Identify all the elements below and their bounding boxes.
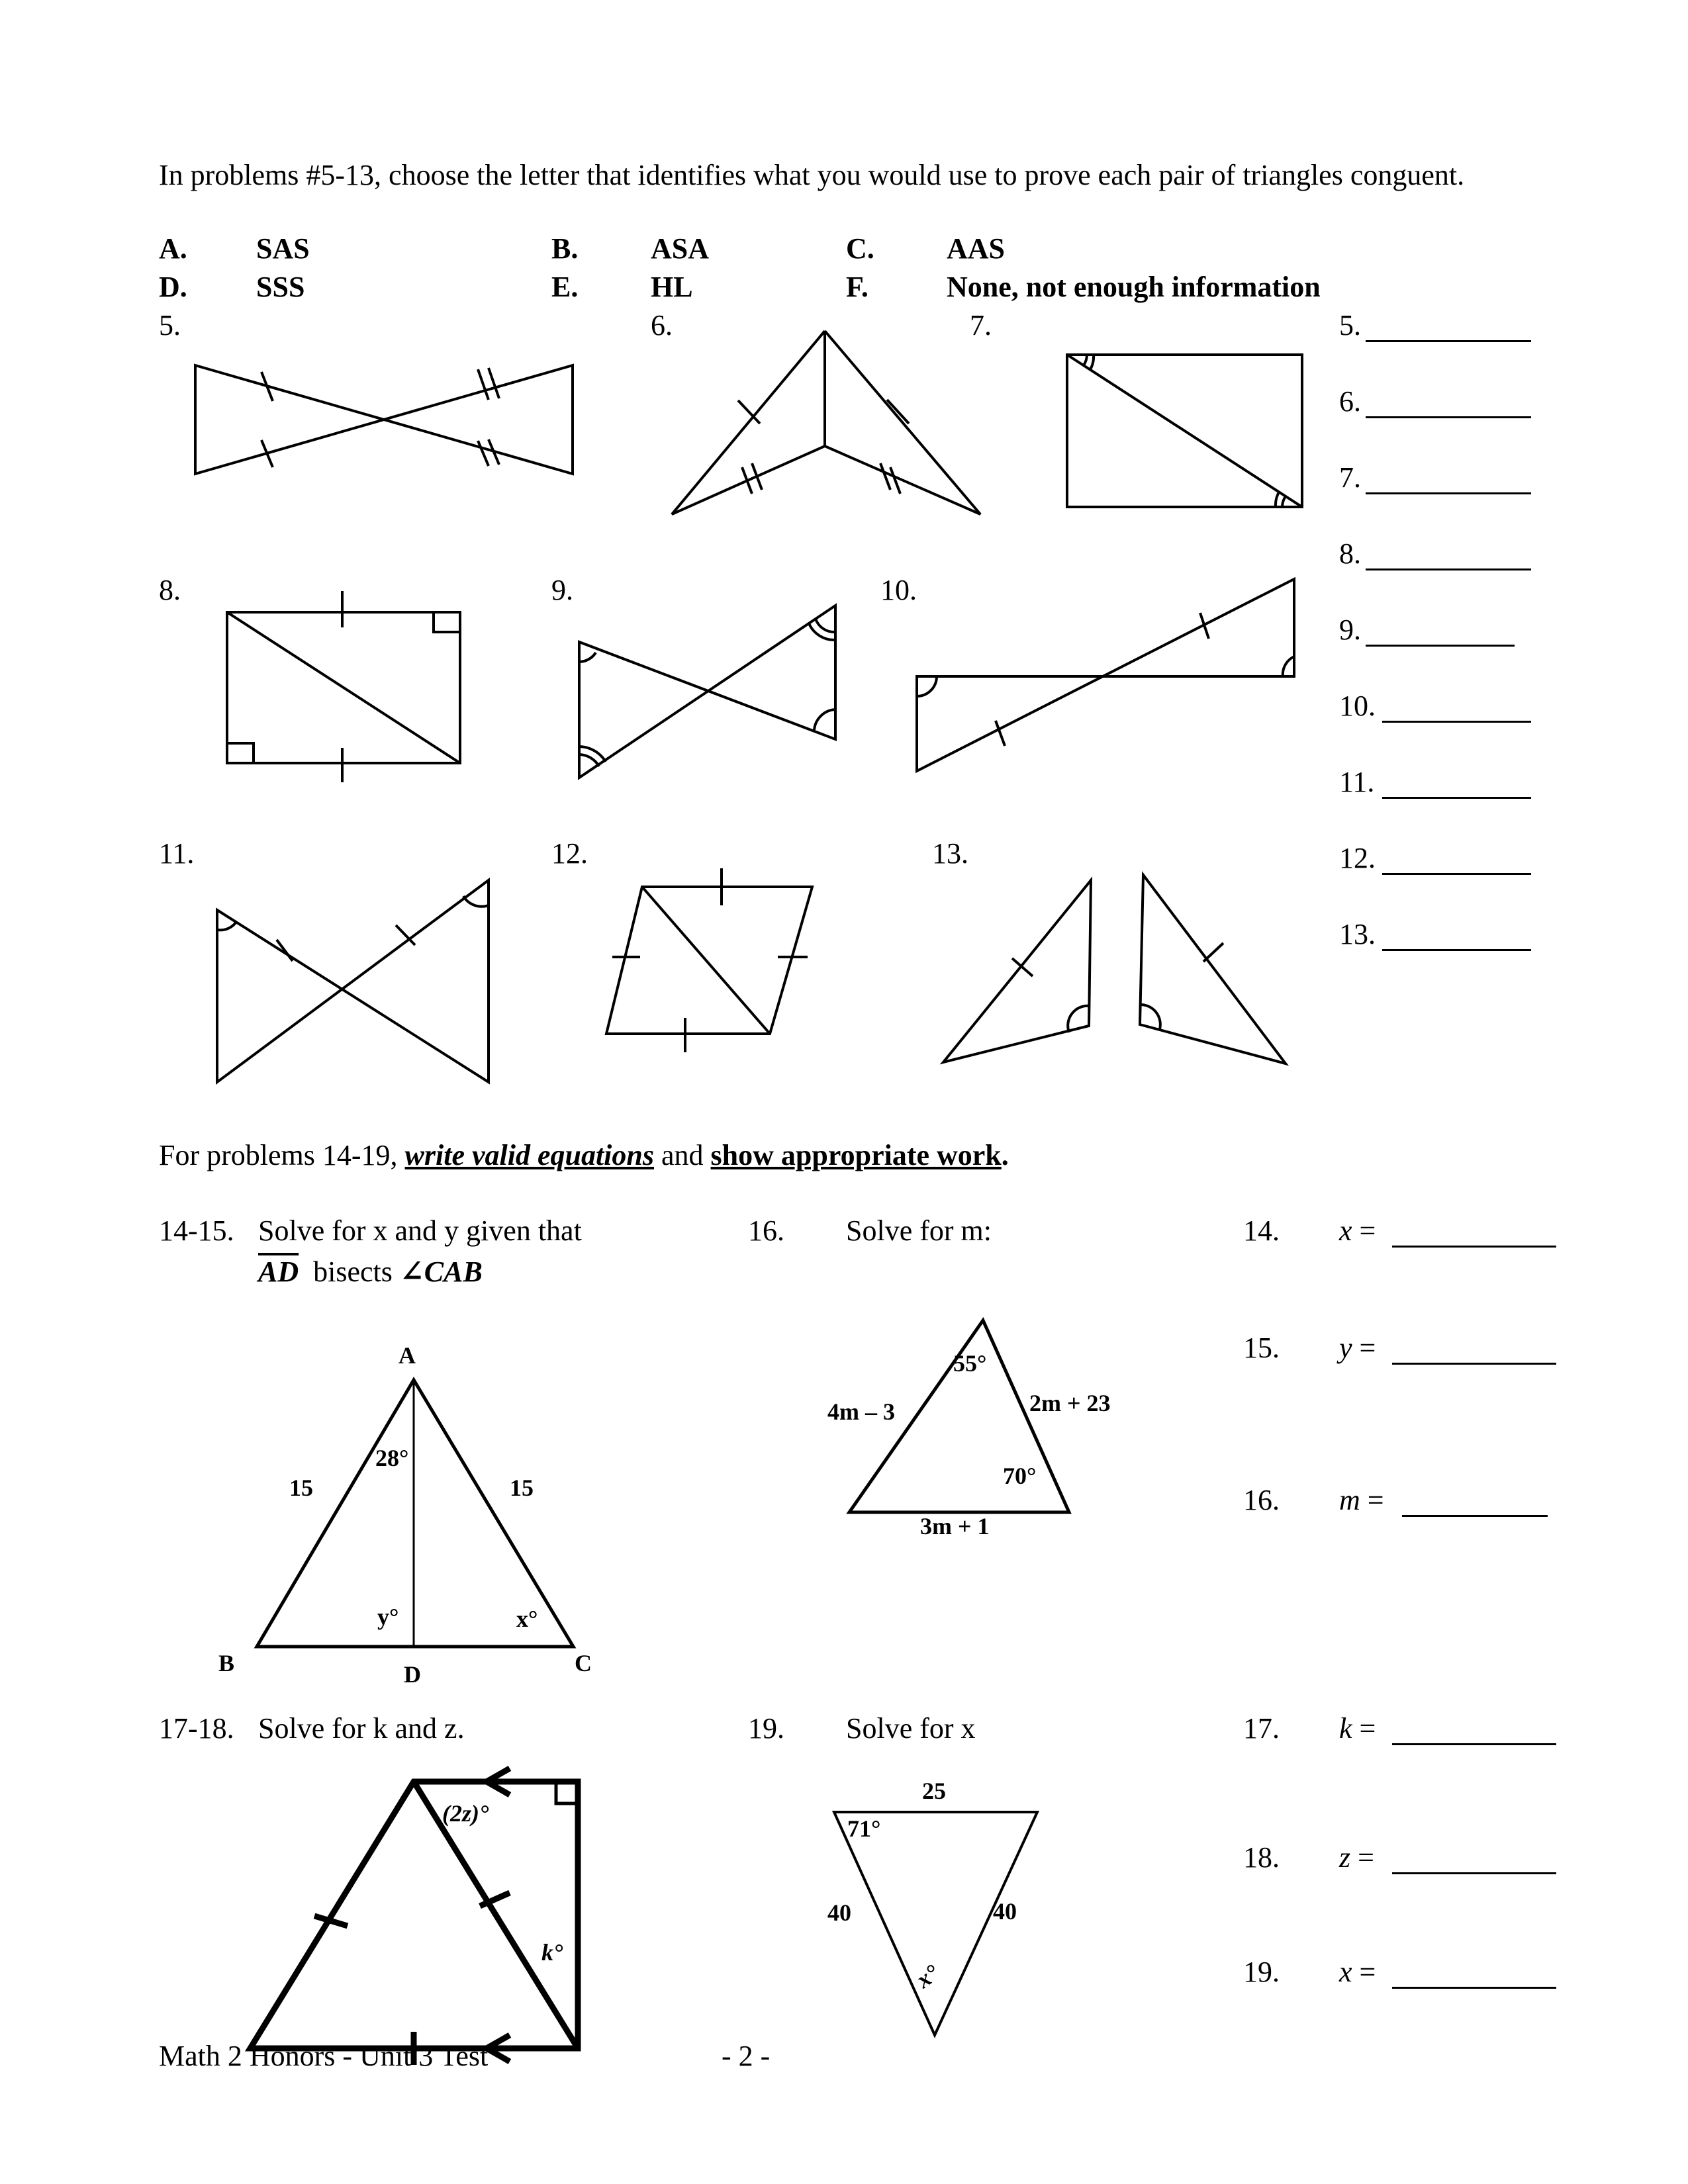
angle-y-label: y° [377,1604,399,1630]
answer-16-number: 16. [1243,1484,1280,1516]
problem-16-text: Solve for m: [846,1214,992,1247]
problem-number-12: 12. [551,837,588,870]
footer-page-number: - 2 - [722,2040,771,2072]
answer-15-equation: y = [1339,1332,1376,1364]
choice-letter-a: A. [159,232,187,265]
problem-14-15-number: 14-15. [159,1214,234,1247]
angle-x-label: x° [516,1606,538,1632]
angle-70-label: 70° [1003,1463,1037,1489]
choice-letter-b: B. [551,232,579,265]
answer-label-5: 5. [1339,309,1361,341]
choice-letter-d: D. [159,271,187,303]
answer-19-equation: x = [1339,1956,1376,1988]
answer-label-13: 13. [1339,918,1376,950]
choice-text-c: AAS [947,232,1006,265]
choice-text-a: SAS [256,232,310,265]
instructions-emphasis-equations: write valid equations [404,1139,655,1171]
choice-letter-e: E. [551,271,579,303]
side-25-label: 25 [922,1778,946,1804]
problem-19-text: Solve for x [846,1712,976,1745]
side-40-left-label: 40 [827,1899,851,1926]
angle-cab: CAB [424,1255,483,1288]
problem-number-9: 9. [551,574,573,606]
answer-label-8: 8. [1339,537,1361,570]
problem-number-13: 13. [932,837,968,870]
point-d-label: D [404,1661,421,1688]
problem-16-number: 16. [748,1214,784,1247]
answer-17-number: 17. [1243,1712,1280,1745]
side-40-right-label: 40 [993,1898,1017,1925]
problem-number-7: 7. [970,309,992,341]
problem-14-15-text: Solve for x and y given that [258,1214,582,1247]
angle-icon: ∠ [399,1255,424,1288]
bisects-word: bisects [313,1255,393,1288]
angle-71-label: 71° [847,1815,881,1842]
angle-k-label: k° [541,1939,563,1966]
vertex-c-label: C [575,1650,592,1676]
angle-55-label: 55° [953,1350,987,1377]
answer-17-equation: k = [1339,1712,1376,1745]
answer-label-9: 9. [1339,614,1361,646]
answer-14-equation: x = [1339,1214,1376,1247]
problem-number-5: 5. [159,309,181,341]
side-4m-label: 4m – 3 [827,1398,895,1425]
answer-label-11: 11. [1339,766,1375,798]
choice-text-d: SSS [256,271,305,303]
instructions-part1: In problems #5-13, choose the letter that identifies what you would use to prove each pair of triangles conguent. [159,159,1465,191]
figure-17-18-trapezoid [250,1768,578,2065]
instructions-part2-mid: and [654,1139,711,1171]
vertex-a-label: A [399,1342,416,1369]
side-ac-label: 15 [510,1475,534,1501]
answer-label-7: 7. [1339,461,1361,494]
choice-text-e: HL [651,271,693,303]
problem-number-6: 6. [651,309,673,341]
problem-number-11: 11. [159,837,195,870]
answer-label-6: 6. [1339,385,1361,418]
side-3m-label: 3m + 1 [920,1513,990,1539]
segment-ad: $\overline{AD}$ [258,1255,299,1288]
answer-19-number: 19. [1243,1956,1280,1988]
instructions-emphasis-work: show appropriate work [710,1139,1002,1171]
instructions-part2-prefix: For problems 14-19, [159,1139,405,1171]
side-ab-label: 15 [289,1475,313,1501]
angle-28-label: 28° [375,1445,409,1471]
answer-18-equation: z = [1339,1841,1374,1874]
choice-text-f: None, not enough information [947,271,1321,303]
answer-14-number: 14. [1243,1214,1280,1247]
answer-16-equation: m = [1339,1484,1384,1516]
answer-18-number: 18. [1243,1841,1280,1874]
choice-letter-c: C. [846,232,874,265]
choice-text-b: ASA [651,232,710,265]
angle-2z-label: (2z)° [442,1800,489,1827]
problem-19-number: 19. [748,1712,784,1745]
problem-number-8: 8. [159,574,181,606]
problem-number-10: 10. [880,574,917,606]
problem-17-18-number: 17-18. [159,1712,234,1745]
angle-x-19-label: x° [911,1959,944,1993]
side-2m-label: 2m + 23 [1029,1390,1111,1416]
answer-label-10: 10. [1339,690,1376,722]
vertex-b-label: B [218,1650,235,1676]
footer-course: Math 2 Honors - Unit 3 Test [159,2040,489,2072]
instructions-part2-end: . [1001,1139,1009,1171]
problem-17-18-text: Solve for k and z. [258,1712,465,1745]
choice-letter-f: F. [846,271,868,303]
answer-15-number: 15. [1243,1332,1280,1364]
answer-label-12: 12. [1339,842,1376,874]
